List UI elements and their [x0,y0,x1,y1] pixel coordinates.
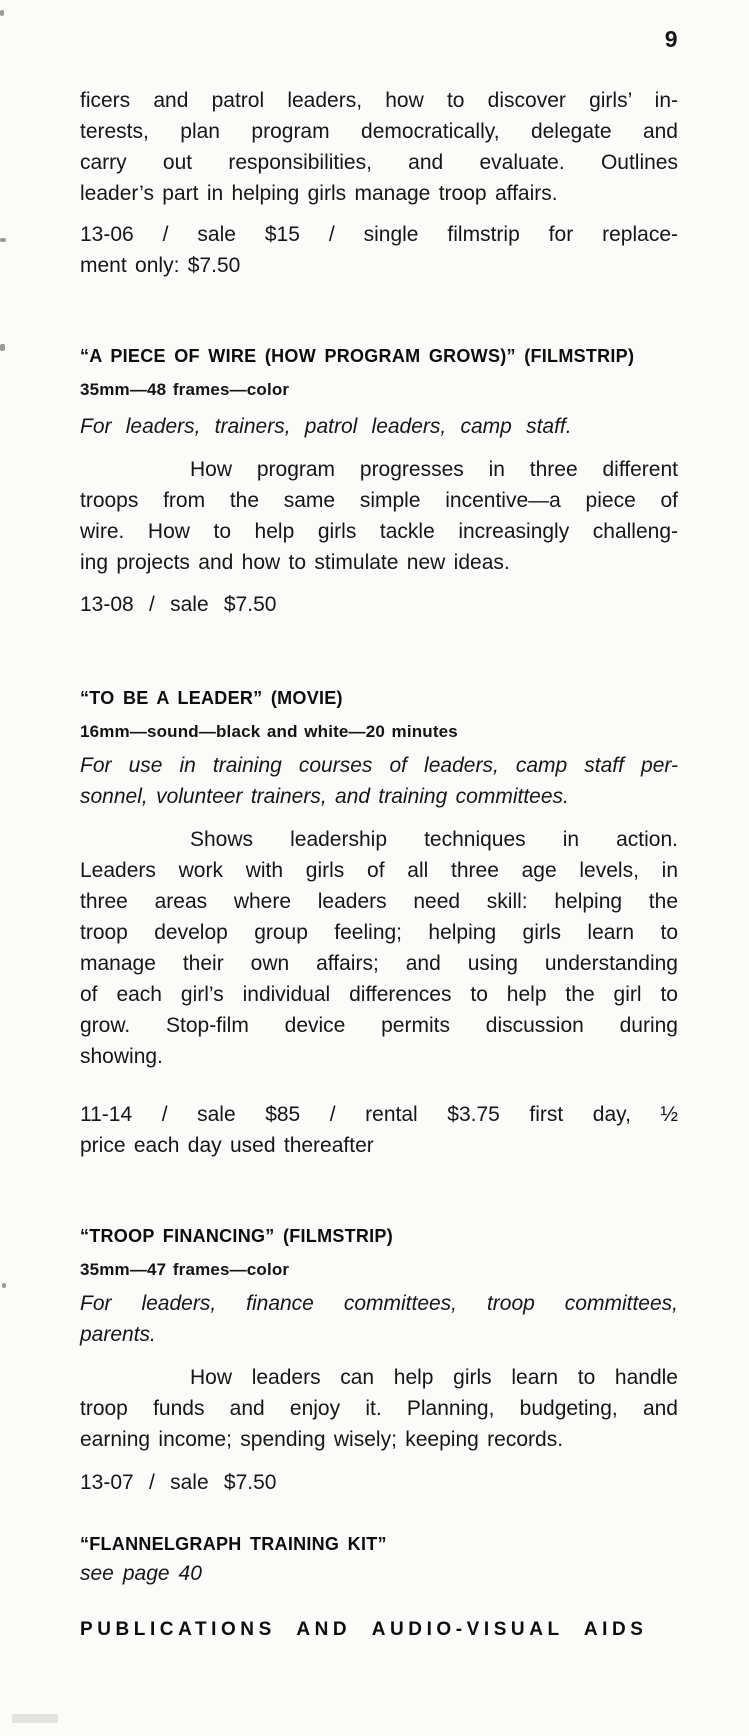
text-line: wire. How to help girls tackle increasingly challeng- [80,520,678,543]
text-line: Leaders work with girls of all three age levels, in [80,859,678,882]
entry-flannelgraph-kit [80,1529,678,1588]
text-line: terests, plan program democratically, delegate and [80,120,678,143]
text-line: grow. Stop-film device permits discussion during [80,1014,678,1037]
text-line: 13-07 / sale $7.50 [80,1471,277,1494]
entry-audience [80,1288,678,1350]
page-number: 9 [664,26,678,52]
entry-to-be-a-leader [80,683,678,1161]
text-line: ing projects and how to stimulate new ideas. [80,551,510,574]
entry-description [80,454,678,578]
text-line: showing. [80,1045,163,1068]
text-line: earning income; spending wisely; keeping records. [80,1428,564,1451]
text-line: of each girl’s individual differences to help the girl to [80,983,678,1006]
text-line: Shows leadership techniques in action. [190,828,678,851]
entry-price-line [80,1467,678,1498]
text-line: For leaders, trainers, patrol leaders, camp staff. [80,415,572,438]
text-line: three areas where leaders need skill: helping the [80,890,678,913]
entry-audience [80,750,678,812]
text-line: price each day used thereafter [80,1134,374,1157]
scan-artifact [12,1714,58,1723]
scan-artifact [2,1283,6,1288]
entry-title: “TO BE A LEADER” (MOVIE) [80,688,343,708]
intro-price-line [80,219,678,281]
text-line: troop funds and enjoy it. Planning, budgeting, and [80,1397,678,1420]
text-line: leader’s part in helping girls manage troop affairs. [80,182,558,205]
entry-price-line [80,1099,678,1161]
see-page-reference: see page 40 [80,1562,202,1585]
entry-spec: 35mm—47 frames—color [80,1260,290,1279]
text-line: carry out responsibilities, and evaluate. Outlines [80,151,678,174]
text-line: troops from the same simple incentive—a piece of [80,489,678,512]
text-line: 13-06 / sale $15 / single filmstrip for replace- [80,223,678,246]
text-line: For leaders, finance committees, troop committees, [80,1292,678,1315]
text-line: sonnel, volunteer trainers, and training committees. [80,785,569,808]
scan-artifact [0,238,6,242]
section-footer-title: PUBLICATIONS AND AUDIO-VISUAL AIDS [80,1619,648,1640]
text-line: ficers and patrol leaders, how to discover girls’ in- [80,89,678,112]
entry-audience [80,411,678,442]
text-line: ment only: $7.50 [80,254,241,277]
entry-a-piece-of-wire [80,341,678,620]
intro-paragraph [80,85,678,209]
entry-spec: 35mm—48 frames—color [80,380,290,399]
text-line: manage their own affairs; and using understanding [80,952,678,975]
entry-title: “A PIECE OF WIRE (HOW PROGRAM GROWS)” (FILMSTRIP) [80,346,635,366]
entry-description [80,824,678,1072]
entry-spec: 16mm—sound—black and white—20 minutes [80,722,458,741]
entry-description [80,1362,678,1455]
text-line: parents. [80,1323,156,1346]
entry-price-line [80,589,678,620]
text-line: 11-14 / sale $85 / rental $3.75 first day, ½ [80,1103,678,1126]
entry-troop-financing [80,1221,678,1498]
text-line: How leaders can help girls learn to handle [190,1366,678,1389]
text-line: For use in training courses of leaders, camp staff per- [80,754,678,777]
scan-artifact [0,10,4,16]
entry-title: “FLANNELGRAPH TRAINING KIT” [80,1534,387,1554]
text-line: troop develop group feeling; helping girls learn to [80,921,678,944]
text-line: 13-08 / sale $7.50 [80,593,277,616]
scan-artifact [0,344,5,351]
entry-title: “TROOP FINANCING” (FILMSTRIP) [80,1226,393,1246]
text-line: How program progresses in three different [190,458,678,481]
